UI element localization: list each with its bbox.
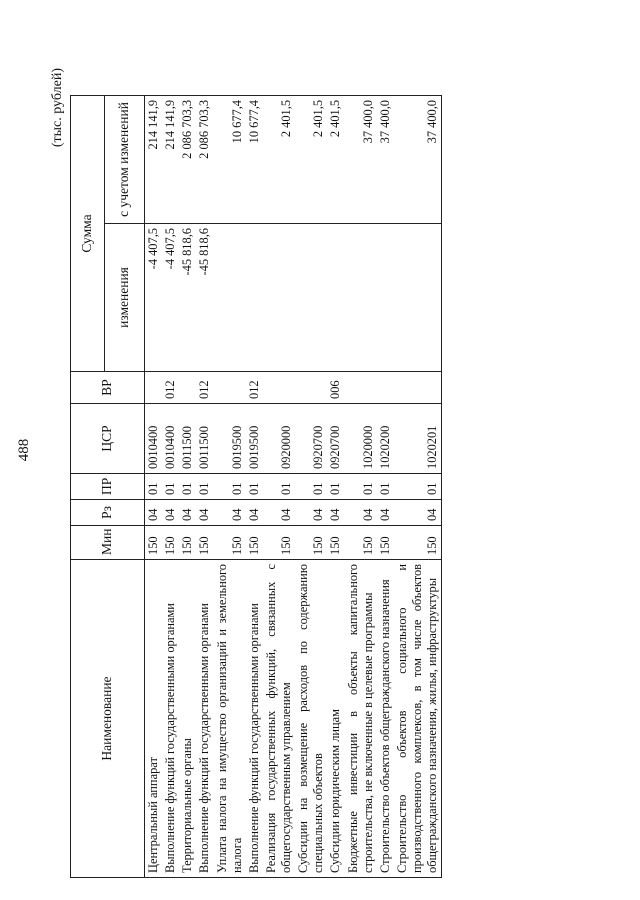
table-row (394, 95, 442, 877)
table-row (295, 95, 327, 877)
row-vr (295, 372, 327, 404)
row-with-change: 214 141,9 (145, 95, 163, 223)
row-rz: 04 (145, 500, 163, 526)
row-csr: 0011500 (196, 404, 213, 474)
row-rz: 04 (394, 500, 442, 526)
row-with-change: 10 677,4 (214, 95, 246, 223)
row-change: -4 407,5 (162, 224, 179, 372)
budget-table (70, 95, 442, 878)
row-vr (377, 372, 394, 404)
row-change (327, 224, 344, 372)
row-name: Субсидии на возмещение расходов по содержанию специальных объектов (295, 560, 327, 878)
row-csr: 0019500 (246, 404, 263, 474)
row-change (345, 224, 377, 372)
table-header (71, 95, 145, 877)
row-with-change: 2 401,5 (327, 95, 344, 223)
row-rz: 04 (295, 500, 327, 526)
row-change: -45 818,6 (179, 224, 196, 372)
row-rz: 04 (246, 500, 263, 526)
row-change (263, 224, 295, 372)
row-min: 150 (196, 526, 213, 560)
row-vr: 012 (162, 372, 179, 404)
row-csr: 0920000 (263, 404, 295, 474)
row-pr: 01 (179, 474, 196, 500)
header-rz: Рз (71, 500, 145, 526)
row-min: 150 (394, 526, 442, 560)
row-pr: 01 (327, 474, 344, 500)
row-csr: 0920700 (295, 404, 327, 474)
row-change (377, 224, 394, 372)
row-rz: 04 (214, 500, 246, 526)
row-vr (145, 372, 163, 404)
row-csr: 1020000 (345, 404, 377, 474)
row-pr: 01 (246, 474, 263, 500)
row-pr: 01 (345, 474, 377, 500)
table-row (246, 95, 263, 877)
row-pr: 01 (196, 474, 213, 500)
table-row (162, 95, 179, 877)
row-with-change: 2 401,5 (263, 95, 295, 223)
row-min: 150 (295, 526, 327, 560)
header-min: Мин (71, 526, 145, 560)
row-pr: 01 (263, 474, 295, 500)
table-row (145, 95, 163, 877)
table-row (345, 95, 377, 877)
row-min: 150 (377, 526, 394, 560)
row-vr (214, 372, 246, 404)
units-note: (тыс. рублей) (50, 68, 65, 148)
row-rz: 04 (196, 500, 213, 526)
row-rz: 04 (162, 500, 179, 526)
row-with-change: 37 400,0 (394, 95, 442, 223)
row-pr: 01 (295, 474, 327, 500)
row-name: Строительство объектов общегражданского назначения (377, 560, 394, 878)
row-name: Территориальные органы (179, 560, 196, 878)
row-pr: 01 (377, 474, 394, 500)
row-csr: 0019500 (214, 404, 246, 474)
row-name: Выполнение функций государственными органами (246, 560, 263, 878)
row-name: Уплата налога на имущество организаций и земельного налога (214, 560, 246, 878)
row-pr: 01 (162, 474, 179, 500)
row-min: 150 (162, 526, 179, 560)
header-with-change: с учетом изменений (105, 95, 145, 223)
row-min: 150 (263, 526, 295, 560)
row-min: 150 (246, 526, 263, 560)
row-vr (394, 372, 442, 404)
table-body (145, 95, 442, 877)
row-vr: 012 (246, 372, 263, 404)
row-min: 150 (327, 526, 344, 560)
row-pr: 01 (394, 474, 442, 500)
row-csr: 0920700 (327, 404, 344, 474)
row-vr: 012 (196, 372, 213, 404)
row-min: 150 (214, 526, 246, 560)
row-csr: 1020201 (394, 404, 442, 474)
row-csr: 0010400 (145, 404, 163, 474)
row-vr: 006 (327, 372, 344, 404)
row-pr: 01 (214, 474, 246, 500)
row-name: Бюджетные инвестиции в объекты капитального строительства, не включенные в целевые программы (345, 560, 377, 878)
table-row (196, 95, 213, 877)
row-change (246, 224, 263, 372)
row-name: Выполнение функций государственными органами (196, 560, 213, 878)
row-change: -45 818,6 (196, 224, 213, 372)
header-csr: ЦСР (71, 404, 145, 474)
row-csr: 0010400 (162, 404, 179, 474)
row-name: Выполнение функций государственными органами (162, 560, 179, 878)
row-with-change: 37 400,0 (345, 95, 377, 223)
row-vr (263, 372, 295, 404)
row-min: 150 (179, 526, 196, 560)
row-change: -4 407,5 (145, 224, 163, 372)
row-with-change: 10 677,4 (246, 95, 263, 223)
row-change (295, 224, 327, 372)
table-row (377, 95, 394, 877)
header-name: Наименование (71, 560, 145, 878)
table-row (263, 95, 295, 877)
row-csr: 1020200 (377, 404, 394, 474)
page-number: 488 (16, 438, 32, 462)
row-csr: 0011500 (179, 404, 196, 474)
header-vr: ВР (71, 372, 145, 404)
row-vr (179, 372, 196, 404)
row-rz: 04 (327, 500, 344, 526)
header-pr: ПР (71, 474, 145, 500)
row-min: 150 (145, 526, 163, 560)
header-sum: Сумма (71, 95, 105, 371)
row-change (394, 224, 442, 372)
row-pr: 01 (145, 474, 163, 500)
row-vr (345, 372, 377, 404)
row-with-change: 2 086 703,3 (196, 95, 213, 223)
row-with-change: 37 400,0 (377, 95, 394, 223)
row-name: Строительство объектов социального и производственного комплексов, в том числе объектов общегражданского назначения, жилья, инфраструктуры (394, 560, 442, 878)
row-min: 150 (345, 526, 377, 560)
row-change (214, 224, 246, 372)
table-row (327, 95, 344, 877)
row-rz: 04 (345, 500, 377, 526)
table-row (214, 95, 246, 877)
row-name: Центральный аппарат (145, 560, 163, 878)
row-with-change: 2 401,5 (295, 95, 327, 223)
row-name: Реализация государственных функций, связанных с общегосударственным управлением (263, 560, 295, 878)
row-rz: 04 (263, 500, 295, 526)
row-rz: 04 (377, 500, 394, 526)
table-row (179, 95, 196, 877)
row-with-change: 214 141,9 (162, 95, 179, 223)
header-change: изменения (105, 224, 145, 372)
row-with-change: 2 086 703,3 (179, 95, 196, 223)
row-rz: 04 (179, 500, 196, 526)
row-name: Субсидии юридическим лицам (327, 560, 344, 878)
